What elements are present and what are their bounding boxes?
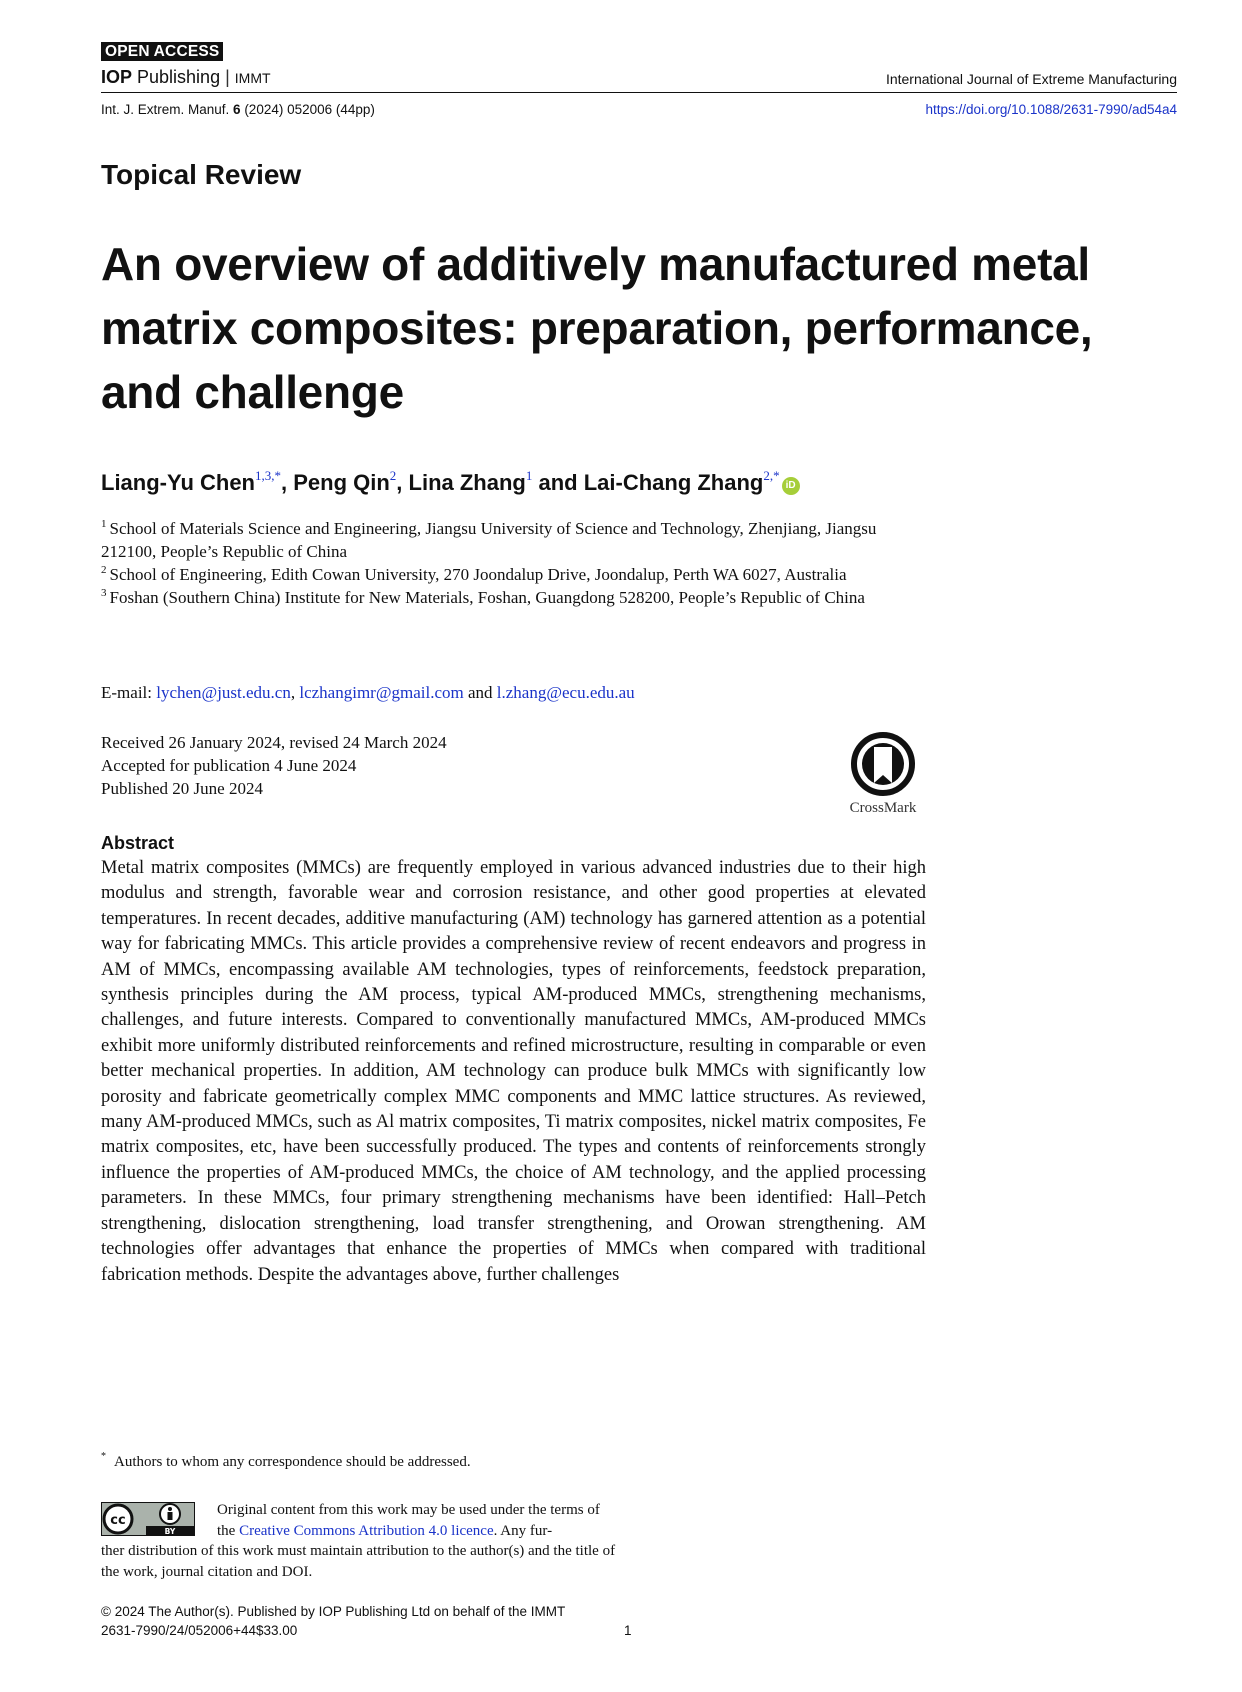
issn-price-line: 2631-7990/24/052006+44$33.00 — [101, 1623, 298, 1638]
affiliation-number: 3 — [101, 587, 107, 599]
crossmark-label: CrossMark — [849, 800, 917, 816]
publication-dates — [101, 731, 447, 800]
license-text — [217, 1500, 617, 1541]
author-affiliation-marks[interactable]: 1 — [525, 468, 533, 483]
author-affiliation-marks[interactable]: 2 — [389, 468, 397, 483]
cc-by-label: BY — [164, 1527, 176, 1536]
footnote-text: Authors to whom any correspondence should be addressed. — [114, 1454, 471, 1470]
page-number: 1 — [624, 1623, 632, 1638]
author-name[interactable]: Lina Zhang — [408, 470, 526, 495]
citation-volume: 6 — [233, 102, 241, 117]
license-text-continued: ther distribution of this work must maintain attribution to the author(s) and the title of the work, journal citation and DOI. — [101, 1543, 616, 1580]
email-line — [101, 681, 635, 704]
license-text-mid: . Any fur- — [493, 1522, 553, 1539]
email-separator: , — [290, 683, 300, 702]
author-separator: , — [281, 470, 294, 495]
received-date: Received 26 January 2024, revised 24 March 2024 — [101, 733, 447, 752]
copyright-line: © 2024 The Author(s). Published by IOP Publishing Ltd on behalf of the IMMT — [101, 1604, 566, 1619]
orcid-icon[interactable]: iD — [782, 477, 800, 495]
publisher-name-rest: Publishing — [132, 67, 221, 87]
doi-link[interactable]: https://doi.org/10.1088/2631-7990/ad54a4 — [925, 102, 1177, 117]
author-separator: and — [532, 470, 584, 495]
author-name[interactable]: Peng Qin — [293, 470, 390, 495]
author-separator: , — [396, 470, 409, 495]
footnote-mark: * — [101, 1451, 106, 1462]
citation-line — [101, 101, 375, 119]
author-name[interactable]: Liang-Yu Chen — [101, 470, 255, 495]
accepted-date: Accepted for publication 4 June 2024 — [101, 756, 357, 775]
affiliation-item — [101, 517, 921, 563]
author-affiliation-marks[interactable]: 2,* — [763, 468, 780, 483]
abstract-text: Metal matrix composites (MMCs) are frequently employed in various advanced industries due to their high modulus and strength, favorable wear and corrosion resistance, and other good properties at elevated temperatures. In recent decades, additive manufacturing (AM) technology has garnered attention as a potential way for fabricating MMCs. This article provides a comprehensive review of recent endeavors and progress in AM of MMCs, encompassing available AM technologies, types of reinforcements, feedstock preparation, synthesis principles during the AM process, typical AM-produced MMCs, strengthening mechanisms, challenges, and future interests. Compared to conventionally manufactured MMCs, AM-produced MMCs exhibit more uniformly distributed reinforcements and refined microstructure, resulting in comparable or even better mechanical properties. In addition, AM technology can produce bulk MMCs with significantly low porosity and fabricate geometrically complex MMC components and MMC lattice structures. As reviewed, many AM-produced MMCs, such as Al matrix composites, Ti matrix composites, nickel matrix composites, Fe matrix composites, etc, have been successfully produced. The types and contents of reinforcements strongly influence the properties of AM-produced MMCs, the choice of AM technology, and the applied processing parameters. In these MMCs, four primary strengthening mechanisms have been identified: Hall–Petch strengthening, dislocation strengthening, load transfer strengthening, and Orowan strengthening. AM technologies offer advantages that enhance the properties of MMCs when compared with traditional fabrication methods. Despite the advantages above, further challenges — [101, 858, 926, 1285]
publisher-name-bold: IOP — [101, 67, 133, 87]
author-affiliation-marks[interactable]: 1,3,* — [255, 468, 281, 483]
license-text-start: Original content from this work may be used under the terms of the — [217, 1502, 600, 1539]
affiliation-item — [101, 563, 921, 586]
citation-prefix: Int. J. Extrem. Manuf. — [101, 102, 234, 117]
svg-text:cc: cc — [110, 1513, 126, 1528]
publisher-logo: IOP Publishing | IMMT — [101, 67, 271, 87]
affiliation-list — [101, 517, 921, 609]
author-name[interactable]: Lai-Chang Zhang — [583, 470, 764, 495]
affiliation-text: School of Materials Science and Engineering, Jiangsu University of Science and Technology, Zhenjiang, Jiangsu 212100, People’s Republic of China — [101, 519, 877, 561]
correspondence-footnote — [101, 1452, 471, 1472]
journal-name: International Journal of Extreme Manufacturing — [885, 71, 1177, 87]
published-date: Published 20 June 2024 — [101, 779, 263, 798]
email-link[interactable]: lczhangimr@gmail.com — [299, 683, 464, 702]
affiliation-item — [101, 586, 921, 609]
citation-suffix: (2024) 052006 (44pp) — [240, 102, 375, 117]
affiliation-text: Foshan (Southern China) Institute for New Materials, Foshan, Guangdong 528200, People’s Republic of China — [109, 588, 865, 607]
article-title: An overview of additively manufactured metal matrix composites: preparation, performance, and challenge — [101, 238, 1093, 418]
license-link[interactable]: Creative Commons Attribution 4.0 licence — [239, 1522, 494, 1539]
society-name: IMMT — [234, 70, 271, 86]
affiliation-number: 1 — [101, 518, 107, 530]
open-access-badge: OPEN ACCESS — [101, 42, 223, 61]
copyright-block — [101, 1602, 565, 1640]
crossmark-icon — [850, 731, 916, 797]
affiliation-number: 2 — [101, 564, 107, 576]
author-list — [101, 468, 800, 498]
crossmark-badge[interactable] — [828, 731, 938, 817]
email-link[interactable]: l.zhang@ecu.edu.au — [496, 683, 635, 702]
email-separator: and — [463, 683, 497, 702]
article-type: Topical Review — [101, 159, 302, 190]
header-divider — [101, 92, 1177, 93]
cc-by-icon[interactable] — [101, 1502, 195, 1536]
email-label: E-mail: — [101, 683, 157, 702]
abstract-heading: Abstract — [101, 833, 175, 853]
email-link[interactable]: lychen@just.edu.cn — [156, 683, 291, 702]
affiliation-text: School of Engineering, Edith Cowan University, 270 Joondalup Drive, Joondalup, Perth WA 6027, Australia — [109, 565, 847, 584]
